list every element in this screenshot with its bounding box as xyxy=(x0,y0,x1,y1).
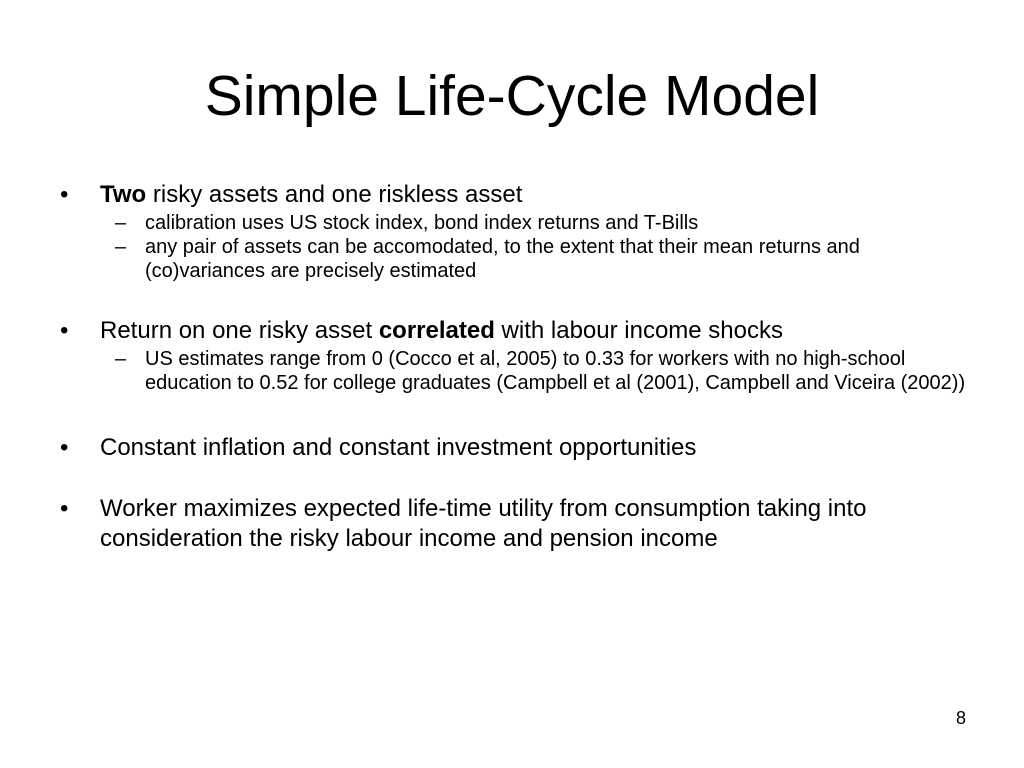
bullet-marker: • xyxy=(60,434,69,461)
sub-list xyxy=(60,211,980,283)
bullet-worker-maximizes xyxy=(60,494,980,554)
slide-title: Simple Life-Cycle Model xyxy=(204,64,820,128)
bullet-text: Return on one risky asset xyxy=(100,317,379,344)
bullet-correlated-return xyxy=(60,316,980,346)
sub-bullet-text: any pair of assets can be accomodated, to the extent that their mean returns and (co)variances are precisely estimated xyxy=(145,236,860,282)
sub-bullet-marker: – xyxy=(115,348,127,370)
sub-bullet-calibration xyxy=(60,211,980,235)
bullet-marker: • xyxy=(60,317,69,344)
bullet-text: Worker maximizes expected life-time utility from consumption taking into consideration the risky labour income and pension income xyxy=(100,495,867,552)
bullet-text: Constant inflation and constant investment opportunities xyxy=(100,434,697,461)
bullet-marker: • xyxy=(60,181,69,208)
sub-bullet-text: US estimates range from 0 (Cocco et al, 2005) to 0.33 for workers with no high-school education to 0.52 for college graduates (Campbell et al (2001), Campbell and Viceira (2002)) xyxy=(145,348,966,394)
sub-bullet-text: calibration uses US stock index, bond index returns and T-Bills xyxy=(145,212,699,234)
sub-bullet-us-estimates xyxy=(60,347,980,395)
bullet-text: risky assets and one riskless asset xyxy=(146,181,523,208)
bullet-marker: • xyxy=(60,495,69,522)
bullet-text: with labour income shocks xyxy=(494,317,784,344)
sub-bullet-marker: – xyxy=(115,212,127,234)
sub-bullet-asset-pairs xyxy=(60,235,980,283)
page-number: 8 xyxy=(955,708,966,728)
bullet-two-risky-assets xyxy=(60,180,980,210)
sub-list xyxy=(60,347,980,395)
slide-content xyxy=(60,180,980,554)
bullet-constant-inflation xyxy=(60,433,980,463)
sub-bullet-marker: – xyxy=(115,236,127,258)
bullet-bold-text: correlated xyxy=(378,317,495,344)
bullet-bold-text: Two xyxy=(100,181,147,208)
